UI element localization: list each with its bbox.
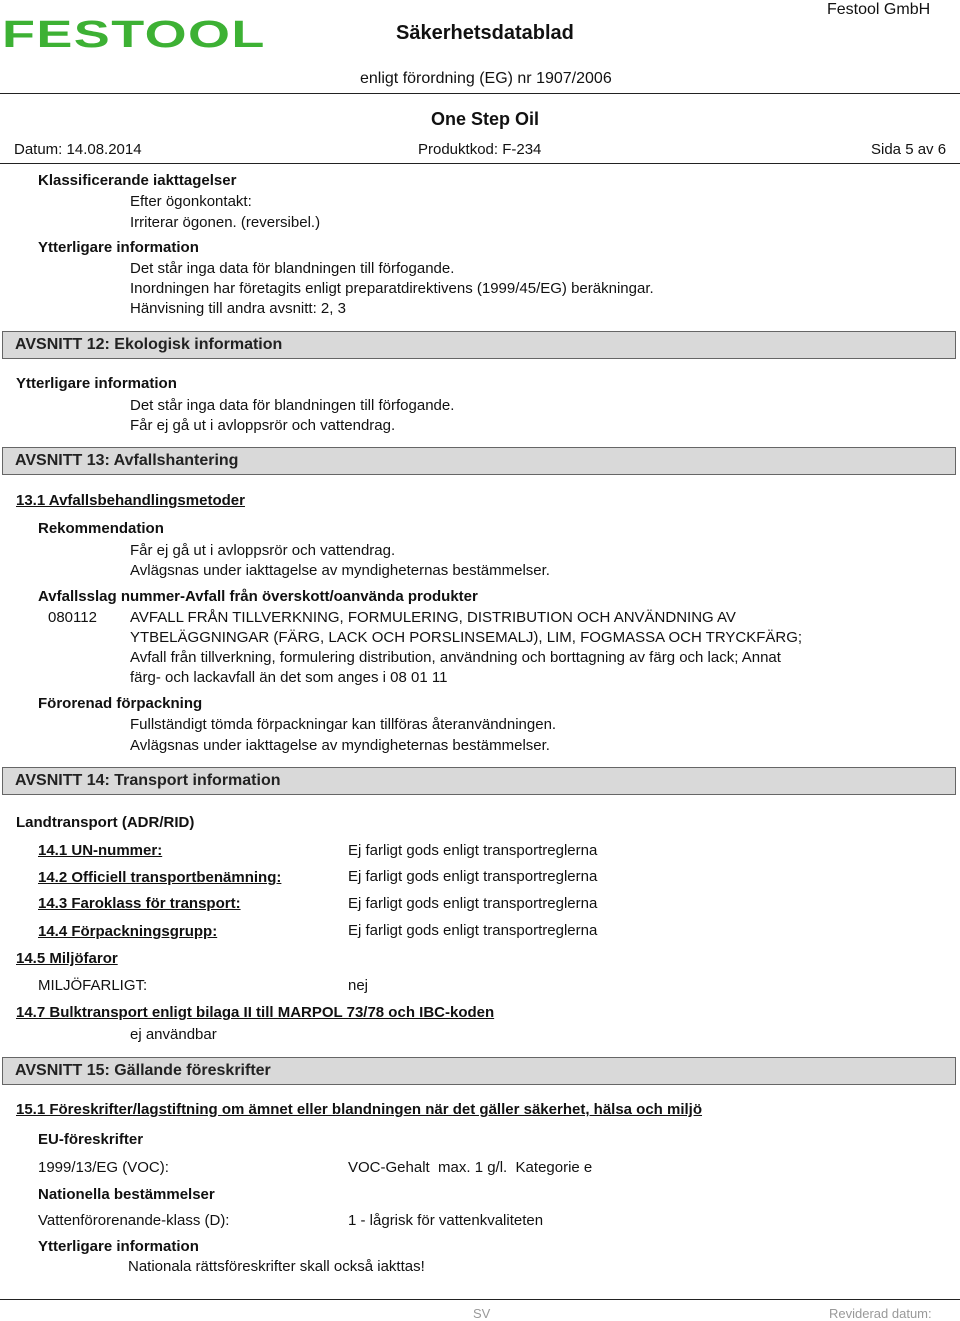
sec11-line2: Inordningen har företagits enligt preparatdirektivens (1999/45/EG) beräkningar. — [130, 280, 654, 297]
product-name: One Step Oil — [431, 109, 540, 129]
eye-contact-label: Efter ögonkontakt: — [130, 193, 252, 210]
packaging-heading: Förorenad förpackning — [38, 695, 203, 712]
national-regulations-heading: Nationella bestämmelser — [38, 1186, 215, 1203]
document-title: Säkerhetsdatablad — [396, 22, 574, 44]
section-14-title: AVSNITT 14: Transport information — [15, 772, 281, 789]
bulk-transport-value: ej användbar — [130, 1026, 217, 1043]
further-info-heading-11: Ytterligare information — [38, 239, 199, 256]
festool-logo — [0, 0, 266, 86]
shipping-name-value: Ej farligt gods enligt transportreglerna — [348, 868, 598, 885]
classification-heading: Klassificerande iakttagelser — [38, 172, 237, 189]
sec11-line1: Det står inga data för blandningen till förfogande. — [130, 260, 455, 277]
shipping-name-label: 14.2 Officiell transportbenämning: — [38, 869, 282, 886]
waste-line1: AVFALL FRÅN TILLVERKNING, FORMULERING, DISTRIBUTION OCH ANVÄNDNING AV — [130, 609, 736, 626]
land-transport-heading: Landtransport (ADR/RID) — [16, 814, 195, 831]
product-code: Produktkod: F-234 — [418, 141, 542, 158]
water-hazard-label: Vattenförorenande-klass (D): — [38, 1212, 230, 1229]
recommendation-heading: Rekommendation — [38, 520, 164, 537]
packing-group-value: Ej farligt gods enligt transportreglerna — [348, 922, 598, 939]
section-15-title: AVSNITT 15: Gällande föreskrifter — [15, 1062, 271, 1079]
un-number-value: Ej farligt gods enligt transportreglerna — [348, 842, 598, 859]
sec11-line3: Hänvisning till andra avsnitt: 2, 3 — [130, 300, 346, 317]
sec12-line2: Får ej gå ut i avloppsrör och vattendrag. — [130, 417, 396, 434]
hazard-class-label: 14.3 Faroklass för transport: — [38, 895, 241, 912]
page-number: Sida 5 av 6 — [871, 141, 947, 158]
footer-divider — [0, 1299, 960, 1300]
voc-label: 1999/13/EG (VOC): — [38, 1159, 169, 1176]
env-hazards-heading: 14.5 Miljöfaror — [16, 950, 118, 967]
header-bottom-divider — [0, 163, 960, 164]
rec-line1: Får ej gå ut i avloppsrör och vattendrag. — [130, 542, 396, 559]
footer-revised-date: Reviderad datum: — [829, 1306, 932, 1321]
rec-line2: Avlägsnas under iakttagelse av myndigheternas bestämmelser. — [130, 562, 550, 579]
voc-value: VOC-Gehalt max. 1 g/l. Kategorie e — [348, 1159, 593, 1176]
waste-line3: Avfall från tillverkning, formulering distribution, användning och borttagning av färg och lack; Annat — [130, 649, 781, 666]
company-name: Festool GmbH — [827, 1, 931, 18]
un-number-label: 14.1 UN-nummer: — [38, 842, 163, 859]
further-info-heading-12: Ytterligare information — [16, 375, 177, 392]
date-text: Datum: 14.08.2014 — [14, 141, 142, 158]
pack-line2: Avlägsnas under iakttagelse av myndigheternas bestämmelser. — [130, 737, 550, 754]
section-15-header — [2, 1057, 956, 1085]
env-hazard-value: nej — [348, 977, 369, 994]
sec12-line1: Det står inga data för blandningen till förfogande. — [130, 397, 455, 414]
waste-code: 080112 — [48, 609, 97, 626]
sec15-further-line: Nationala rättsföreskrifter skall också iakttas! — [128, 1258, 425, 1275]
pack-line1: Fullständigt tömda förpackningar kan tillföras återanvändningen. — [130, 716, 557, 733]
section-13-title: AVSNITT 13: Avfallshantering — [15, 452, 239, 469]
subsection-13-1: 13.1 Avfallsbehandlingsmetoder — [16, 492, 245, 509]
header-divider — [0, 93, 960, 94]
hazard-class-value: Ej farligt gods enligt transportreglerna — [348, 895, 598, 912]
packing-group-label: 14.4 Förpackningsgrupp: — [38, 923, 218, 940]
bulk-transport-heading: 14.7 Bulktransport enligt bilaga II till MARPOL 73/78 och IBC-koden — [16, 1004, 495, 1021]
section-12-header — [2, 331, 956, 359]
waste-heading: Avfallsslag nummer-Avfall från överskott/oanvända produkter — [38, 588, 478, 605]
section-14-header — [2, 767, 956, 795]
env-hazard-label: MILJÖFARLIGT: — [38, 977, 148, 994]
section-13-header — [2, 447, 956, 475]
eu-regulations-heading: EU-föreskrifter — [38, 1131, 144, 1148]
waste-line2: YTBELÄGGNINGAR (FÄRG, LACK OCH PORSLINSEMALJ), LIM, FOGMASSA OCH TRYCKFÄRG; — [130, 629, 803, 646]
logo-text: FESTOOL — [2, 14, 266, 56]
footer-language: SV — [473, 1306, 491, 1321]
regulation-text: enligt förordning (EG) nr 1907/2006 — [360, 70, 612, 87]
eye-contact-text: Irriterar ögonen. (reversibel.) — [130, 214, 321, 231]
water-hazard-value: 1 - lågrisk för vattenkvaliteten — [348, 1212, 544, 1229]
further-info-heading-15: Ytterligare information — [38, 1238, 199, 1255]
subsection-15-1: 15.1 Föreskrifter/lagstiftning om ämnet eller blandningen när det gäller säkerhet, hälsa och miljö — [16, 1101, 703, 1118]
section-12-title: AVSNITT 12: Ekologisk information — [15, 336, 283, 353]
waste-line4: färg- och lackavfall än det som anges i 08 01 11 — [130, 669, 448, 686]
